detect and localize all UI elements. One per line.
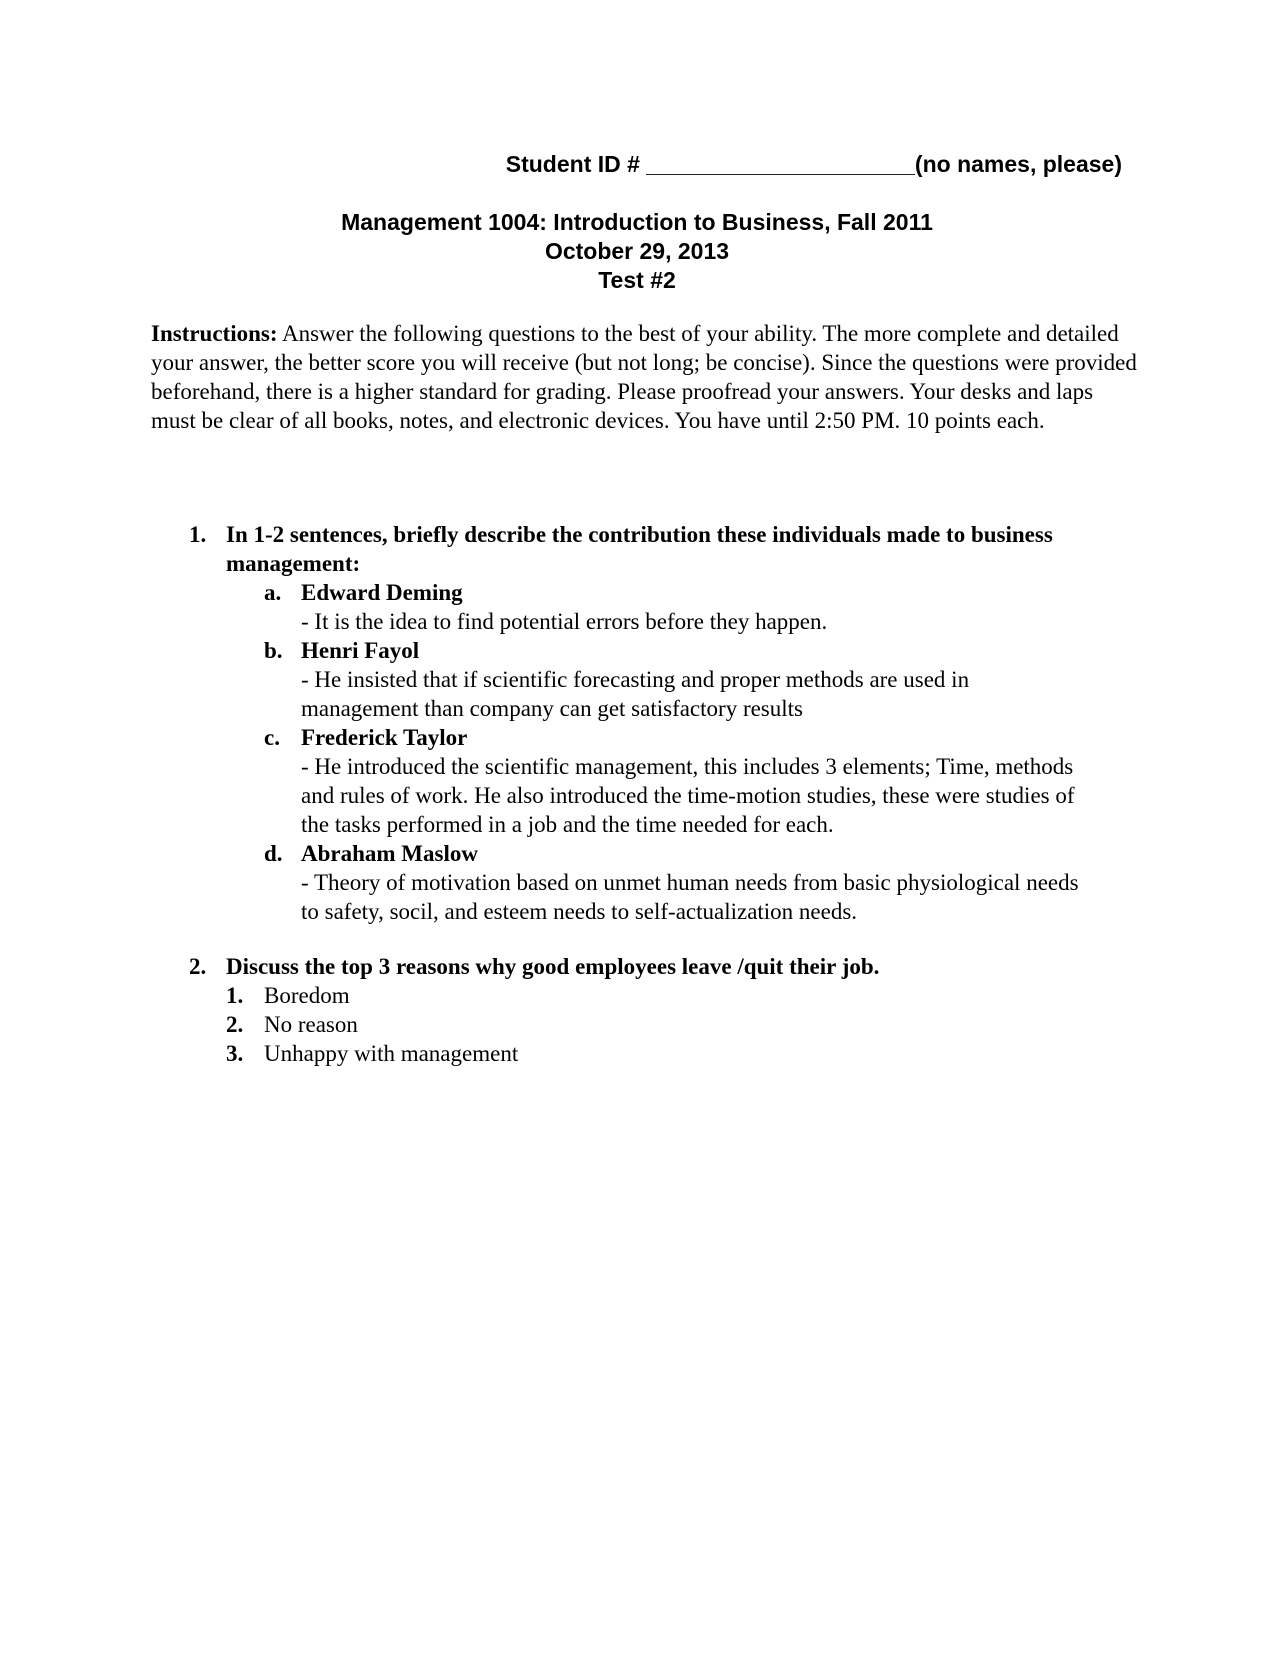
list-item [151, 1010, 1141, 1039]
item-answer: - Theory of motivation based on unmet human needs from basic physiological needs to safety, socil, and esteem needs to self-actualization needs. [301, 870, 1079, 924]
test-number: Test #2 [598, 267, 676, 293]
instructions-label: Instructions: [151, 321, 278, 346]
question-1-text: In 1-2 sentences, briefly describe the contribution these individuals made to business management: [226, 522, 1053, 576]
item-letter: a. [264, 580, 282, 605]
list-item [151, 981, 1141, 1010]
item-answer: - He introduced the scientific management, this includes 3 elements; Time, methods and rules of work. He also introduced the time-motion studies, these were studies of the tasks performed in a job and the time needed for each. [301, 754, 1075, 837]
item-letter: c. [264, 725, 280, 750]
list-item-maslow [151, 839, 1141, 926]
list-item-fayol [151, 636, 1141, 723]
list-item [151, 1039, 1141, 1068]
question-2-prompt [151, 952, 1141, 981]
question-1-prompt [151, 520, 1141, 578]
item-name: Edward Deming [301, 580, 463, 605]
item-answer: - It is the idea to find potential errors before they happen. [301, 609, 828, 634]
answer-number: 1. [226, 983, 244, 1008]
question-2 [151, 952, 1141, 1068]
answer-text: No reason [264, 1012, 358, 1037]
item-name: Frederick Taylor [301, 725, 468, 750]
answer-text: Unhappy with management [264, 1041, 519, 1066]
answer-number: 2. [226, 1012, 244, 1037]
item-letter: d. [264, 841, 283, 866]
title-block [0, 208, 1280, 295]
test-date: October 29, 2013 [544, 238, 730, 264]
answer-text: Boredom [264, 983, 350, 1008]
list-item-deming [151, 578, 1141, 636]
item-answer: - He insisted that if scientific forecasting and proper methods are used in management than company can get satisfactory results [301, 667, 970, 721]
question-1 [151, 520, 1141, 926]
item-name: Henri Fayol [301, 638, 420, 663]
student-id-line: Student ID # _____________________(no names, please) [505, 151, 1122, 177]
question-2-number: 2. [189, 954, 207, 979]
item-letter: b. [264, 638, 283, 663]
instructions-text: Answer the following questions to the best of your ability. The more complete and detailed your answer, the better score you will receive (but not long; be concise). Since the questions were provided beforehand, there is a higher standard for grading. Please proofread your answers. Your desks and laps must be clear of all books, notes, and electronic devices. You have until 2:50 PM. 10 points each. [151, 321, 1137, 433]
question-2-text: Discuss the top 3 reasons why good employees leave /quit their job. [226, 954, 880, 979]
list-item-taylor [151, 723, 1141, 839]
answer-number: 3. [226, 1041, 244, 1066]
instructions-paragraph [151, 319, 1141, 435]
question-1-number: 1. [189, 522, 207, 547]
item-name: Abraham Maslow [301, 841, 478, 866]
course-title: Management 1004: Introduction to Business, Fall 2011 [341, 209, 933, 235]
